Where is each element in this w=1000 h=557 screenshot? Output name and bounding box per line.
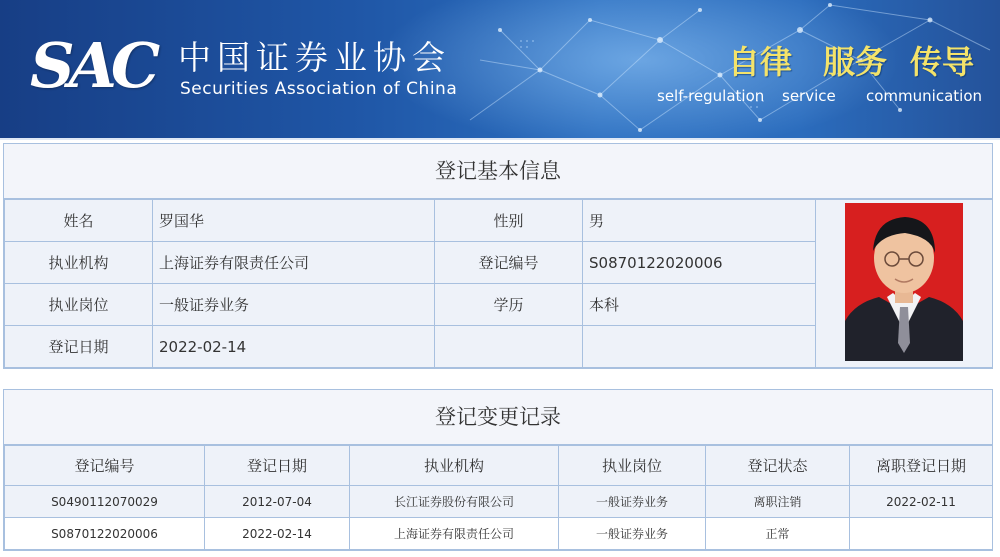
cell-position: 一般证券业务 [559,486,706,518]
col-header-leave-date: 离职登记日期 [850,446,993,486]
change-records-table [4,445,993,550]
cell-status: 正常 [706,518,850,550]
cell-reg-date: 2022-02-14 [205,518,350,550]
education-label: 学历 [435,284,583,326]
org-value: 上海证券有限责任公司 [153,242,435,284]
table-row [5,486,993,518]
banner-bottom-divider [0,138,1000,140]
cell-leave-date [850,518,993,550]
change-records-title: 登记变更记录 [4,390,992,445]
education-value: 本科 [583,284,816,326]
info-row-name [5,200,993,242]
position-label: 执业岗位 [5,284,153,326]
org-name-chinese: 中国证券业协会 [178,38,451,77]
cell-org: 上海证券有限责任公司 [350,518,559,550]
col-header-reg-date: 登记日期 [205,446,350,486]
cell-reg-no: S0870122020006 [5,518,205,550]
basic-info-title: 登记基本信息 [4,144,992,199]
cell-reg-date: 2012-07-04 [205,486,350,518]
cell-leave-date: 2022-02-11 [850,486,993,518]
reg-date-value: 2022-02-14 [153,326,435,368]
slogan-communication-en: communication [866,87,983,105]
name-value: 罗国华 [153,200,435,242]
basic-info-table [4,199,993,368]
cell-status: 离职注销 [706,486,850,518]
slogan-service-en: service [782,87,836,105]
col-header-org: 执业机构 [350,446,559,486]
slogan-self-regulation-cn: 自律 [728,43,793,81]
basic-info-panel [3,143,993,369]
reg-no-label: 登记编号 [435,242,583,284]
name-label: 姓名 [5,200,153,242]
gender-label: 性别 [435,200,583,242]
org-name-english: Securities Association of China [180,79,458,99]
table-row [5,518,993,550]
reg-no-value: S0870122020006 [583,242,816,284]
empty-label-cell [435,326,583,368]
slogan-communication-cn: 传导 [910,43,975,81]
col-header-reg-no: 登记编号 [5,446,205,486]
slogan-self-regulation-en: self-regulation [657,87,765,105]
cell-position: 一般证券业务 [559,518,706,550]
col-header-position: 执业岗位 [559,446,706,486]
slogan-service-cn: 服务 [823,43,888,81]
col-header-status: 登记状态 [706,446,850,486]
change-records-header-row [5,446,993,486]
cell-reg-no: S0490112070029 [5,486,205,518]
site-header-banner [0,0,1000,140]
person-photo-icon [845,203,963,361]
sac-logo-mark: SAC [30,29,155,102]
change-records-panel [3,389,993,551]
photo-cell [816,200,993,368]
empty-value-cell [583,326,816,368]
cell-org: 长江证券股份有限公司 [350,486,559,518]
reg-date-label: 登记日期 [5,326,153,368]
position-value: 一般证券业务 [153,284,435,326]
gender-value: 男 [583,200,816,242]
org-label: 执业机构 [5,242,153,284]
